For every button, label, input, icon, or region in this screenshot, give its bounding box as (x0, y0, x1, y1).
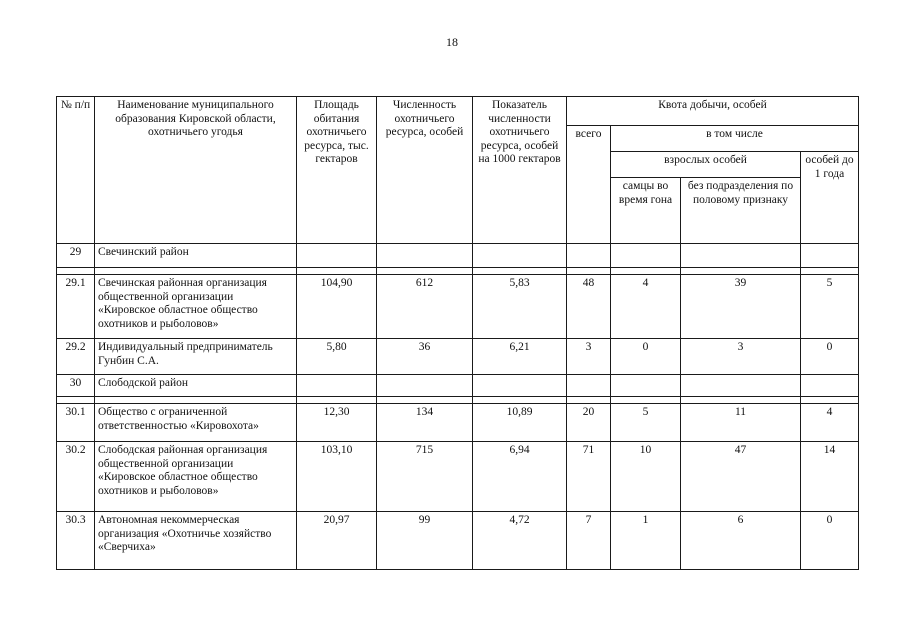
header-num: № п/п (57, 97, 95, 244)
row-under1: 5 (801, 275, 859, 339)
row-no-split: 11 (681, 404, 801, 442)
row-total: 3 (567, 339, 611, 375)
row-area: 103,10 (297, 442, 377, 512)
header-including: в том числе (611, 126, 859, 152)
row-name: Слободская районная организация общественной организации «Кировское областное общество охотников и рыболовов» (95, 442, 297, 512)
table-row (57, 512, 859, 570)
header-area: Площадь обитания охотничьего ресурса, тыс. гектаров (297, 97, 377, 244)
header-males-rut: самцы во время гона (611, 178, 681, 244)
header-adults: взрослых особей (611, 152, 801, 178)
header-no-split: без подразделения по половому признаку (681, 178, 801, 244)
table-row (57, 404, 859, 442)
row-count: 612 (377, 275, 473, 339)
row-name: Автономная некоммерческая организация «Охотничье хозяйство «Сверчиха» (95, 512, 297, 570)
row-num: 29.1 (57, 275, 95, 339)
row-num: 29.2 (57, 339, 95, 375)
row-males-rut: 10 (611, 442, 681, 512)
row-total: 7 (567, 512, 611, 570)
row-area: 104,90 (297, 275, 377, 339)
row-density: 4,72 (473, 512, 567, 570)
row-density: 6,21 (473, 339, 567, 375)
row-count: 36 (377, 339, 473, 375)
row-no-split: 6 (681, 512, 801, 570)
row-name: Свечинский район (95, 244, 297, 268)
header-count: Численность охотничьего ресурса, особей (377, 97, 473, 244)
row-num: 30 (57, 375, 95, 397)
row-males-rut: 4 (611, 275, 681, 339)
row-under1: 0 (801, 339, 859, 375)
hunting-quota-table (56, 96, 859, 570)
page-number: 18 (446, 35, 458, 49)
row-under1: 0 (801, 512, 859, 570)
row-num: 30.3 (57, 512, 95, 570)
row-no-split: 3 (681, 339, 801, 375)
row-count: 134 (377, 404, 473, 442)
header-name: Наименование муниципального образования Кировской области, охотничьего угодья (95, 97, 297, 244)
row-under1: 14 (801, 442, 859, 512)
row-num: 30.2 (57, 442, 95, 512)
table-row (57, 442, 859, 512)
table-row (57, 275, 859, 339)
row-no-split: 47 (681, 442, 801, 512)
row-count: 715 (377, 442, 473, 512)
row-num: 30.1 (57, 404, 95, 442)
row-area: 12,30 (297, 404, 377, 442)
table-row (57, 244, 859, 268)
header-row-1 (57, 97, 859, 126)
row-density: 6,94 (473, 442, 567, 512)
row-name: Свечинская районная организация общественной организации «Кировское областное общество охотников и рыболовов» (95, 275, 297, 339)
table-row (57, 339, 859, 375)
row-area: 5,80 (297, 339, 377, 375)
row-density: 10,89 (473, 404, 567, 442)
header-total: всего (567, 126, 611, 244)
row-no-split: 39 (681, 275, 801, 339)
row-total: 71 (567, 442, 611, 512)
row-name: Слободской район (95, 375, 297, 397)
row-name: Индивидуальный предприниматель Гунбин С.А. (95, 339, 297, 375)
row-under1: 4 (801, 404, 859, 442)
row-num: 29 (57, 244, 95, 268)
row-males-rut: 5 (611, 404, 681, 442)
row-density: 5,83 (473, 275, 567, 339)
header-quota: Квота добычи, особей (567, 97, 859, 126)
row-males-rut: 0 (611, 339, 681, 375)
row-total: 20 (567, 404, 611, 442)
row-total: 48 (567, 275, 611, 339)
row-males-rut: 1 (611, 512, 681, 570)
row-name: Общество с ограниченной ответственностью «Кировохота» (95, 404, 297, 442)
table-row (57, 375, 859, 397)
header-under1: особей до 1 года (801, 152, 859, 244)
header-density: Показатель численности охотничьего ресурса, особей на 1000 гектаров (473, 97, 567, 244)
row-count: 99 (377, 512, 473, 570)
row-area: 20,97 (297, 512, 377, 570)
